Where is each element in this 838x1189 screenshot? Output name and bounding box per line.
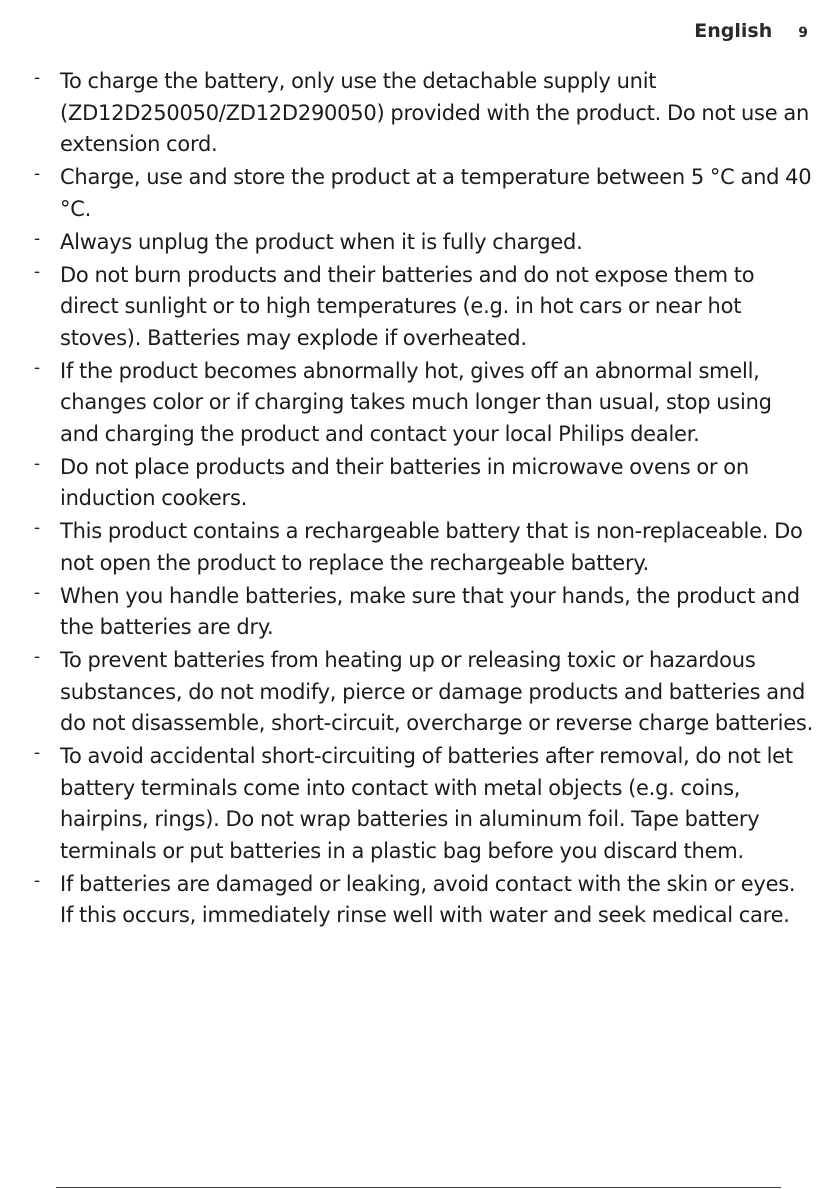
item-text: To charge the battery, only use the detachable supply unit (ZD12D250050/ZD12D290050) provided with the product. Do not use an extension cord. [60,69,810,156]
dash-bullet: - [34,647,40,667]
dash-bullet: - [34,164,40,184]
list-item [34,581,814,644]
page-number: 9 [798,25,808,41]
item-text: Do not burn products and their batteries and do not expose them to direct sunlight or to high temperatures (e.g. in hot cars or near hot stoves). Batteries may explode if overheated. [60,262,755,350]
list-item [34,452,814,515]
dash-bullet: - [34,357,40,378]
list-item [34,162,814,225]
dash-bullet: - [34,743,40,763]
dash-bullet: - [34,582,40,603]
item-text: If the product becomes abnormally hot, gives off an abnormal smell, changes color or if charging takes much longer than usual, stop using and charging the product and contact your local Philips dealer. [60,358,772,446]
list-item [34,645,814,740]
list-item [34,869,814,932]
list-item [34,356,814,451]
safety-instructions-list [34,66,814,933]
list-item [34,227,814,259]
item-text: To avoid accidental short-circuiting of batteries after removal, do not let battery terminals come into contact with metal objects (e.g. coins, hairpins, rings). Do not wrap batteries in aluminum foil. Tape battery terminals or put batteries in a plastic bag before you discard them. [60,744,793,863]
dash-bullet: - [34,68,40,88]
list-item [34,741,814,867]
item-text: When you handle batteries, make sure that your hands, the product and the batteries are dry. [60,583,800,639]
item-text: Do not place products and their batteries in microwave ovens or on induction cookers. [60,454,749,510]
list-item [34,260,814,355]
item-text: To prevent batteries from heating up or releasing toxic or hazardous substances, do not modify, pierce or damage products and batteries and do not disassemble, short-circuit, overcharge or reverse charge batteries. [60,648,814,735]
item-text: Always unplug the product when it is fully charged. [60,229,583,254]
item-text: If batteries are damaged or leaking, avoid contact with the skin or eyes. If this occurs, immediately rinse well with water and seek medical care. [60,871,796,927]
dash-bullet: - [34,453,40,474]
dash-bullet: - [34,518,40,538]
dash-bullet: - [34,228,40,249]
dash-bullet: - [34,870,40,891]
list-item [34,516,814,579]
page-header [694,20,808,42]
footer-divider [56,1187,781,1188]
list-item [34,66,814,161]
item-text: This product contains a rechargeable battery that is non-replaceable. Do not open the product to replace the rechargeable battery. [60,519,803,575]
header-language: English [694,20,773,42]
dash-bullet: - [34,261,40,282]
item-text: Charge, use and store the product at a temperature between 5 °C and 40 °C. [60,165,812,221]
